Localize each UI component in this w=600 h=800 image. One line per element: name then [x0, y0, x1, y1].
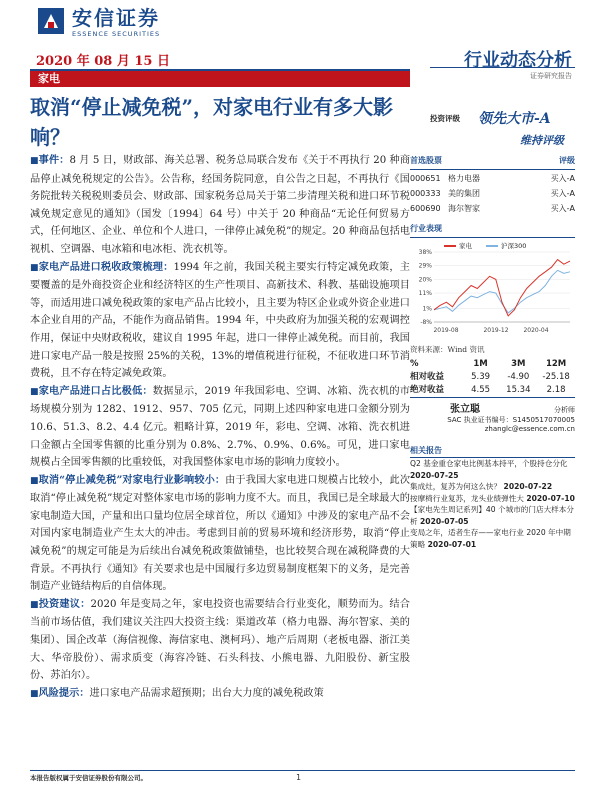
report-subtitle: 证券研究报告 — [530, 72, 572, 80]
paragraph-event: ■事件：8 月 5 日，财政部、海关总署、税务总局联合发布《关于不再执行 20 种商品停止减免税规定的公告》。公告称，经国务院同意，自公告之日起，不再执行《国务院批转关税税则委员会、财政部、国家税务总局关于第二步清理关税和进口环节税减免规定意见的通知》（国发〔1994〕64 号）中关于 20 种商品“无论任何贸易方式，任何地区、企业、单位和个人进口，一律停止减免税”的规定。20 种商品包括电视机、空调器、电冰箱和电冰柜、洗衣机等。 — [30, 154, 411, 255]
stocks-table — [410, 171, 575, 216]
report-date: 2020 年 08 月 15 日 — [36, 54, 170, 69]
y-tick-label: -8% — [420, 319, 432, 326]
related-title: 相关报告 — [410, 444, 575, 458]
table-row: 000651 格力电器 买入-A — [410, 174, 575, 183]
analyst-info — [410, 405, 575, 435]
stocks-rating-col: 评级 — [559, 156, 575, 165]
y-tick-label: 1% — [422, 305, 432, 313]
series-line-家电 — [434, 260, 570, 316]
footer-divider — [30, 770, 575, 771]
performance-table — [410, 358, 575, 398]
paragraph-risk: ■风险提示：进口家电产品需求超预期；出台大力度的减免税政策 — [30, 686, 324, 699]
industry-category: 家电 — [30, 71, 410, 87]
paragraph-investment: ■投资建议：2020 年是变局之年，家电投资也需要结合行业变化，顺势而为。结合当前市场估值，我们建议关注四大投资主线：渠道改革（格力电器、海尔智家、美的集团）、国企改革（海信视像、海信家电、澳柯玛）、地产后周期（老板电器、浙江美大、华帝股份）、需求质变（海容冷链、石头科技、小熊电器、九阳股份、新宝股份、苏泊尔）。 — [30, 597, 410, 682]
rating-maintain: 维持评级 — [520, 134, 564, 147]
related-reports — [410, 444, 575, 550]
analyst-sac: SAC 执业证书编号：S1450517070005 — [447, 415, 575, 424]
page-number: 1 — [296, 773, 302, 782]
report-header — [0, 0, 600, 90]
paragraph-policy: ■家电产品进口税收政策梳理：1994 年之前，我国关税主要实行特定减免政策，主要覆盖的是外商投资企业和经济特区的生产性项目、高新技术、科教、基础设施项目等，而适用进口减免税政策的家电产品占比较小，且主要为特区企业或外资企业进口本企业自用的产品，不能作为商品销售。1994 年，中央政府为加强关税的宏观调控作用，保证中央财政税收，建议自 1995 年起，进口一律停止减免税。而目前，我国进口家电产品一般是按照 25%的关税，13%的增值税进行征税，不征收进口环节消费税，且不存在特定减免政策。 — [30, 260, 410, 380]
analyst-name: 张立聪 — [450, 404, 480, 415]
table-divider — [410, 397, 575, 398]
logo-name: 安信证券 — [72, 6, 160, 30]
report-type: 行业动态分析 — [464, 50, 572, 71]
paragraph-impact: ■取消“停止减免税”对家电行业影响较小：由于我国大家电进口规模占比较小，此次取消“停止减免税”规定对整体家电市场的影响力度不大。而且，我国已是全球最大的家电制造大国，产量和出口量均位居全球首位，所以《通知》中涉及的家电产品不会对国内家电制造业产生太大的冲击。考虑到目前的贸易环境和经济形势，取消“停止减免税”的规定可能是为后续出台减免税政策做铺垫，也比较契合现在减税降费的大背景。不再执行《通知》有关要求也是中国履行多边贸易制度框架下的义务，是完善制造产业链结构后的自信体现。 — [30, 473, 411, 593]
paragraph-import-share: ■家电产品进口占比极低：数据显示，2019 年我国彩电、空调、冰箱、洗衣机的市场规模分别为 1282、1912、957、705 亿元，同期上述四种家电进口金额分别为 10.6、51.3、8.2、4.4 亿元。粗略计算，2019 年，彩电、空调、冰箱、洗衣机进口金额占全国零售额的比重分别为 0.8%、2.7%、0.9%、0.6%。可见，进口家电规模占全国零售额的比重较低，对我国整体家电市场的影响力度较小。 — [30, 384, 410, 469]
related-report-link[interactable]: Q2 基金重仓家电比例基本持平，个股持仓分化 2020-07-25 — [410, 459, 568, 480]
stocks-header — [410, 154, 575, 170]
table-row: 000333 美的集团 买入-A — [410, 189, 575, 198]
x-tick-label: 2020-04 — [523, 327, 549, 334]
rating-label: 投资评级 — [430, 114, 460, 123]
table-row: 600690 海尔智家 买入-A — [410, 204, 575, 213]
report-body — [30, 152, 410, 703]
industry-performance-chart — [410, 238, 575, 338]
company-logo — [36, 6, 206, 46]
legend-item: 家电 — [444, 241, 472, 250]
y-tick-label: 38% — [418, 249, 432, 256]
x-tick-label: 2019-12 — [483, 327, 509, 334]
chart-section-header: 行业表现 — [410, 222, 575, 238]
y-tick-label: 20% — [418, 276, 432, 284]
y-tick-label: 29% — [418, 262, 432, 270]
analyst-email[interactable]: zhanglc@essence.com.cn — [484, 425, 575, 433]
related-report-link[interactable]: 【家电先生周记系列】40 个城市的门店大样本分析 2020-07-05 — [410, 505, 574, 526]
related-report-link[interactable]: 按摩椅行业复苏，龙头业绩弹性大 2020-07-10 — [410, 493, 575, 503]
footer-copyright: 本报告版权属于安信证券股份有限公司。 — [30, 774, 147, 782]
chart-source: 资料来源：Wind 资讯 — [410, 345, 485, 354]
related-report-link[interactable]: 集成灶，复苏为何这么快？ 2020-07-22 — [410, 482, 553, 491]
logo-mark-icon — [36, 6, 66, 36]
related-report-link[interactable]: 变局之年，适者生存——家电行业 2020 年中期策略 2020-07-01 — [410, 528, 571, 549]
page-title: 取消“停止减免税”，对家电行业有多大影响？ — [30, 95, 394, 149]
analyst-role: 分析师 — [554, 406, 575, 414]
table-header-row: % 1M 3M 12M — [410, 359, 567, 369]
y-tick-label: 11% — [418, 290, 432, 298]
table-row: 相对收益 5.39 -4.90 -25.18 — [410, 372, 570, 382]
series-line-沪深300 — [434, 270, 570, 313]
legend-item: 沪深300 — [486, 241, 526, 250]
rating-value: 领先大市-A — [478, 111, 551, 127]
x-tick-label: 2019-08 — [433, 327, 459, 334]
stocks-title: 首选股票 — [410, 156, 442, 165]
table-row: 绝对收益 4.55 15.34 2.18 — [410, 385, 566, 395]
logo-english: ESSENCE SECURITIES — [72, 30, 161, 38]
